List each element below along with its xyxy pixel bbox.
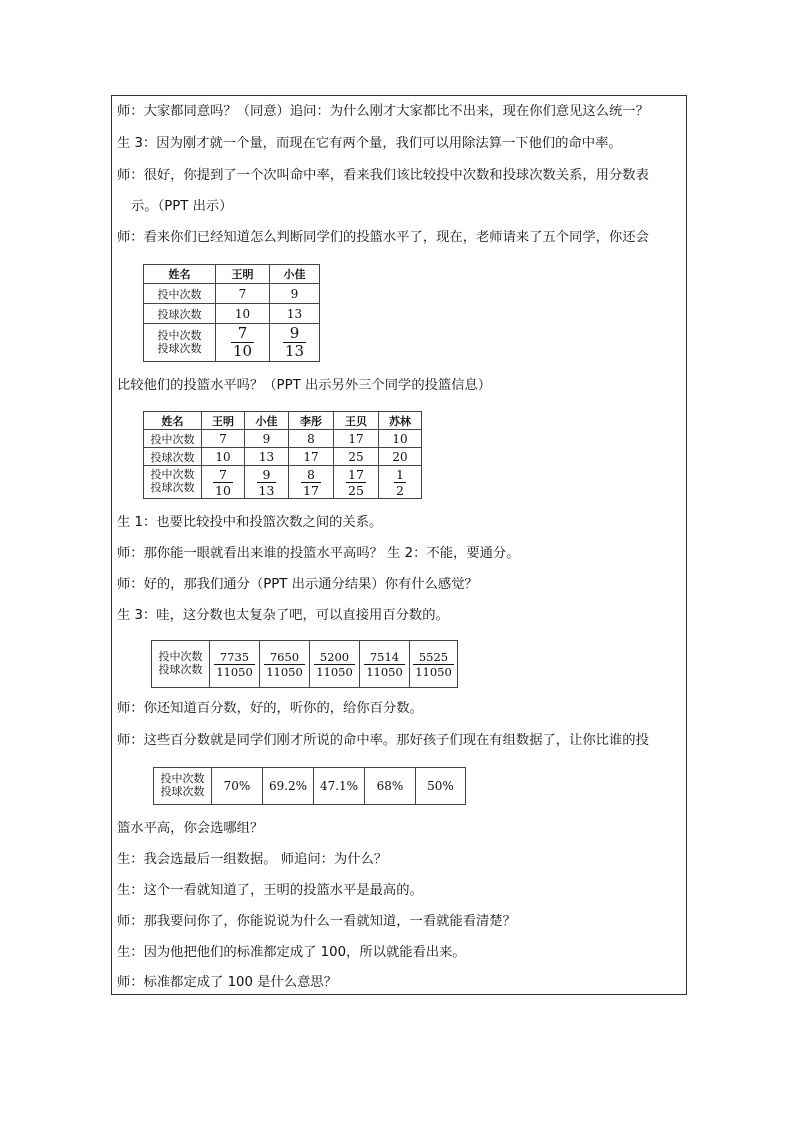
- text-line-9: 师：好的，那我们通分（PPT 出示通分结果）你有什么感觉？: [117, 577, 478, 592]
- percentage-cell: 68%: [365, 768, 416, 805]
- denominator: 13: [284, 342, 305, 360]
- numerator: 7514: [364, 650, 405, 665]
- denominator: 11050: [266, 664, 303, 679]
- text-line-14: 生：我会选最后一组数据。 师追问：为什么？: [117, 852, 388, 867]
- percentage-cell: 50%: [416, 768, 466, 805]
- fraction-cell: [360, 641, 410, 688]
- table-header-cell: 小佳: [270, 265, 320, 284]
- denominator: 11050: [366, 664, 403, 679]
- fraction-cell: [334, 466, 379, 499]
- table-cell: 7: [216, 284, 270, 304]
- percentage-cell: 69.2%: [263, 768, 314, 805]
- table-header-cell: 苏林: [379, 412, 422, 430]
- table-cell: 10: [202, 448, 245, 466]
- label-top: 投中次数: [160, 772, 205, 786]
- table-cell: 9: [245, 430, 289, 448]
- text-line-7: 生 1：也要比较投中和投篮次数之间的关系。: [117, 515, 383, 530]
- text-line-1: 师：大家都同意吗？（同意）追问：为什么刚才大家都比不出来，现在你们意见这么统一？: [117, 104, 649, 119]
- text-line-16: 师：那我要问你了，你能说说为什么一看就知道，一看就能看清楚？: [117, 914, 516, 929]
- fraction-cell: [410, 641, 458, 688]
- numerator: 5200: [314, 650, 355, 665]
- numerator: 5525: [413, 650, 454, 665]
- text-line-10: 生 3：哇，这分数也太复杂了吧，可以直接用百分数的。: [117, 608, 449, 623]
- denominator: 11050: [316, 664, 353, 679]
- table-cell: 8: [289, 430, 334, 448]
- denominator: 11050: [415, 664, 452, 679]
- label-top: 投中次数: [157, 328, 202, 342]
- label-top: 投中次数: [158, 650, 203, 664]
- text-line-13: 篮水平高，你会选哪组？: [117, 821, 264, 836]
- table-cell: 17: [289, 448, 334, 466]
- row-label: 投中次数: [144, 430, 202, 448]
- fraction-cell: [260, 641, 310, 688]
- denominator: 25: [348, 482, 364, 498]
- numerator: 7650: [264, 650, 305, 665]
- table-two-students: [143, 264, 320, 362]
- percentage-cell: 47.1%: [314, 768, 365, 805]
- label-top: 投中次数: [150, 468, 195, 482]
- numerator: 1: [396, 466, 404, 482]
- table-common-denominator: [151, 640, 458, 688]
- table-five-students: [143, 411, 422, 499]
- row-label: 投中次数: [144, 284, 216, 304]
- table-cell: 13: [270, 304, 320, 324]
- fraction-cell: [202, 466, 245, 499]
- denominator: 11050: [216, 664, 253, 679]
- text-line-15: 生：这个一看就知道了，王明的投篮水平是最高的。: [117, 883, 423, 898]
- denominator: 13: [258, 482, 275, 498]
- table-cell: 20: [379, 448, 422, 466]
- text-line-2: 生 3：因为刚才就一个量，而现在它有两个量，我们可以用除法算一下他们的命中率。: [117, 136, 622, 151]
- numerator: 7735: [214, 650, 255, 665]
- denominator: 17: [303, 482, 319, 498]
- percentage-cell: 70%: [212, 768, 263, 805]
- label-bottom: 投球次数: [150, 481, 195, 494]
- label-bottom: 投球次数: [157, 341, 202, 355]
- fraction-cell: [310, 641, 360, 688]
- text-line-4: 示。（PPT 出示）: [131, 199, 233, 214]
- table-cell: 10: [379, 430, 422, 448]
- table-cell: 10: [216, 304, 270, 324]
- denominator: 10: [215, 482, 231, 498]
- text-line-18: 师：标准都定成了 100 是什么意思？: [117, 975, 337, 990]
- table-header-cell: 王贝: [334, 412, 379, 430]
- fraction-cell: [210, 641, 260, 688]
- text-line-12: 师：这些百分数就是同学们刚才所说的命中率。那好孩子们现在有组数据了，让你比谁的投: [117, 733, 649, 748]
- fraction-cell: [379, 466, 422, 499]
- table-header-cell: 李彤: [289, 412, 334, 430]
- row-label: 投球次数: [144, 304, 216, 324]
- fraction-cell: [245, 466, 289, 499]
- table-header-cell: 姓名: [144, 412, 202, 430]
- row-label-ratio: [144, 324, 216, 362]
- table-header-cell: 小佳: [245, 412, 289, 430]
- table-cell: 9: [270, 284, 320, 304]
- fraction-cell: [216, 324, 270, 362]
- label-bottom: 投球次数: [160, 785, 205, 798]
- table-header-cell: 姓名: [144, 265, 216, 284]
- row-label: 投球次数: [144, 448, 202, 466]
- numerator: 9: [283, 325, 306, 343]
- table-cell: 7: [202, 430, 245, 448]
- numerator: 7: [213, 467, 233, 483]
- table-cell: 13: [245, 448, 289, 466]
- text-line-11: 师：你还知道百分数，好的，听你的，给你百分数。: [117, 701, 423, 716]
- numerator: 8: [301, 467, 321, 483]
- text-line-6: 比较他们的投篮水平吗？（PPT 出示另外三个同学的投篮信息）: [117, 378, 492, 393]
- text-line-8: 师：那你能一眼就看出来谁的投篮水平高吗？ 生 2：不能，要通分。: [117, 546, 520, 561]
- table-header-cell: 王明: [216, 265, 270, 284]
- table-cell: 25: [334, 448, 379, 466]
- text-line-3: 师：很好，你提到了一个次叫命中率，看来我们该比较投中次数和投球次数关系，用分数表: [117, 168, 649, 183]
- row-label-ratio: [154, 768, 212, 805]
- numerator: 7: [231, 325, 254, 343]
- text-line-5: 师：看来你们已经知道怎么判断同学们的投篮水平了，现在，老师请来了五个同学，你还会: [117, 230, 649, 245]
- table-header-cell: 王明: [202, 412, 245, 430]
- table-percentages: [153, 767, 466, 805]
- text-line-17: 生：因为他把他们的标准都定成了 100，所以就能看出来。: [117, 945, 466, 960]
- row-label-ratio: [144, 466, 202, 499]
- fraction-cell: [270, 324, 320, 362]
- denominator: 10: [232, 342, 253, 360]
- label-bottom: 投球次数: [158, 663, 203, 676]
- denominator: 2: [396, 482, 404, 498]
- row-label-ratio: [152, 641, 210, 688]
- table-cell: 17: [334, 430, 379, 448]
- numerator: 17: [348, 466, 364, 482]
- numerator: 9: [257, 467, 277, 483]
- fraction-cell: [289, 466, 334, 499]
